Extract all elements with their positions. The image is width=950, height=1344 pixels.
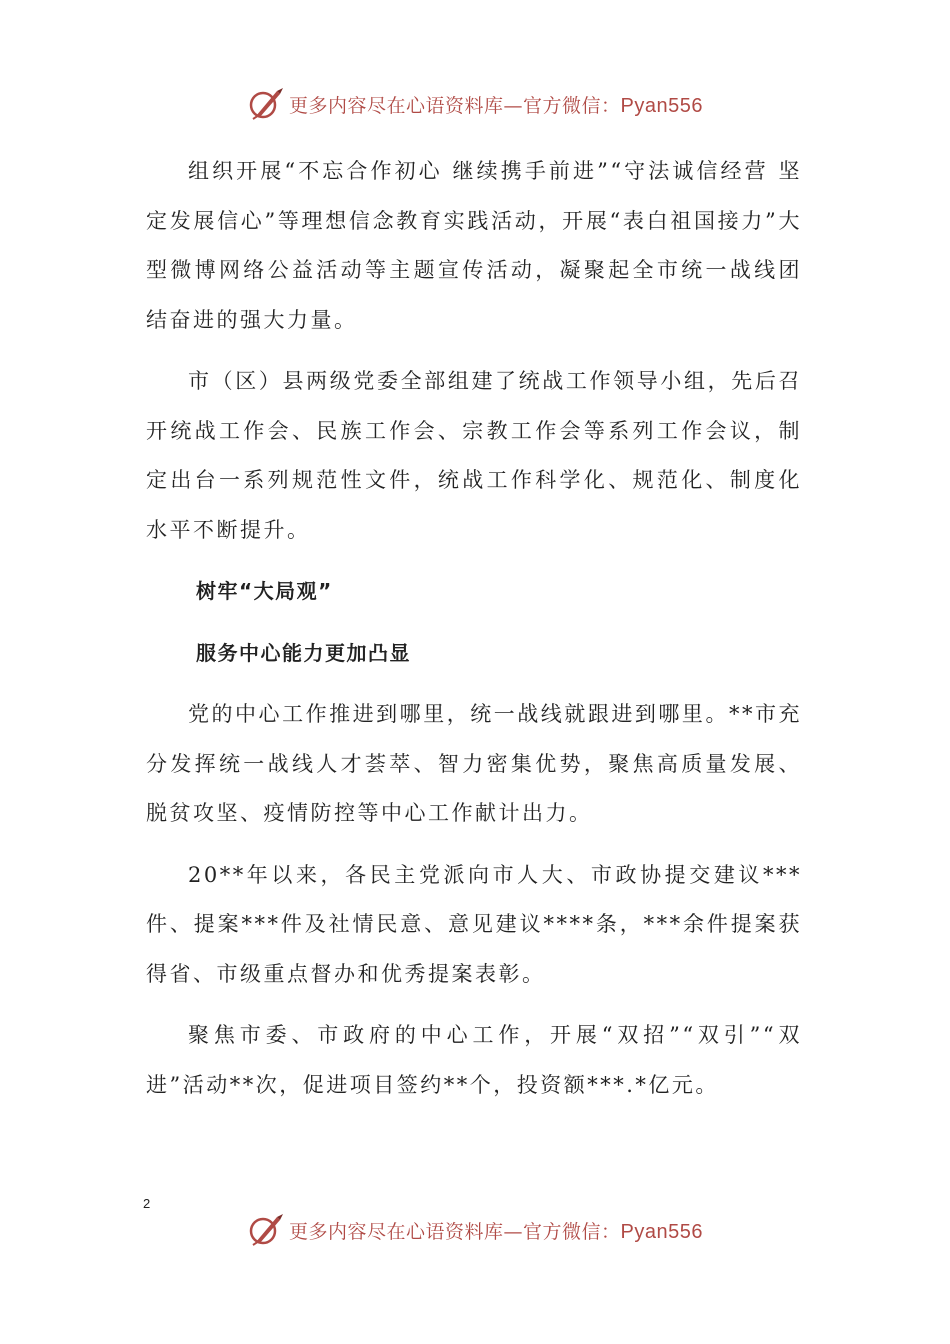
banner-text: 更多内容尽在心语资料库—官方微信：Pyan556 [289,1220,703,1243]
section-heading: 树牢“大局观” [196,579,333,603]
header-banner [0,84,950,124]
quill-pen-logo-icon [247,1212,285,1248]
banner-text: 更多内容尽在心语资料库—官方微信：Pyan556 [289,94,703,117]
banner-wechat-id: Pyan556 [620,1220,703,1243]
paragraph: 组织开展“不忘合作初心 继续携手前进”“守法诚信经营 坚定发展信心”等理想信念教育实践活动，开展“表白祖国接力”大型微博网络公益活动等主题宣传活动，凝聚起全市统一战线团结奋进的强大力量。 [146,159,802,332]
document-body [146,147,802,1122]
footer-banner [0,1210,950,1250]
section-subheading: 服务中心能力更加凸显 [196,640,411,665]
paragraph: 市（区）县两级党委全部组建了统战工作领导小组，先后召开统战工作会、民族工作会、宗教工作会等系列工作会议，制定出台一系列规范性文件，统战工作科学化、规范化、制度化水平不断提升。 [146,369,802,542]
banner-wechat-id: Pyan556 [620,94,703,117]
paragraph: 聚焦市委、市政府的中心工作，开展“双招”“双引”“双进”活动**次，促进项目签约**个，投资额***.*亿元。 [146,1023,802,1097]
quill-pen-logo-icon [247,86,285,122]
paragraph: 党的中心工作推进到哪里，统一战线就跟进到哪里。**市充分发挥统一战线人才荟萃、智力密集优势，聚焦高质量发展、脱贫攻坚、疫情防控等中心工作献计出力。 [146,702,802,825]
page-number: 2 [143,1196,151,1211]
paragraph: 20**年以来，各民主党派向市人大、市政协提交建议***件、提案***件及社情民意、意见建议****条，***余件提案获得省、市级重点督办和优秀提案表彰。 [146,862,802,986]
